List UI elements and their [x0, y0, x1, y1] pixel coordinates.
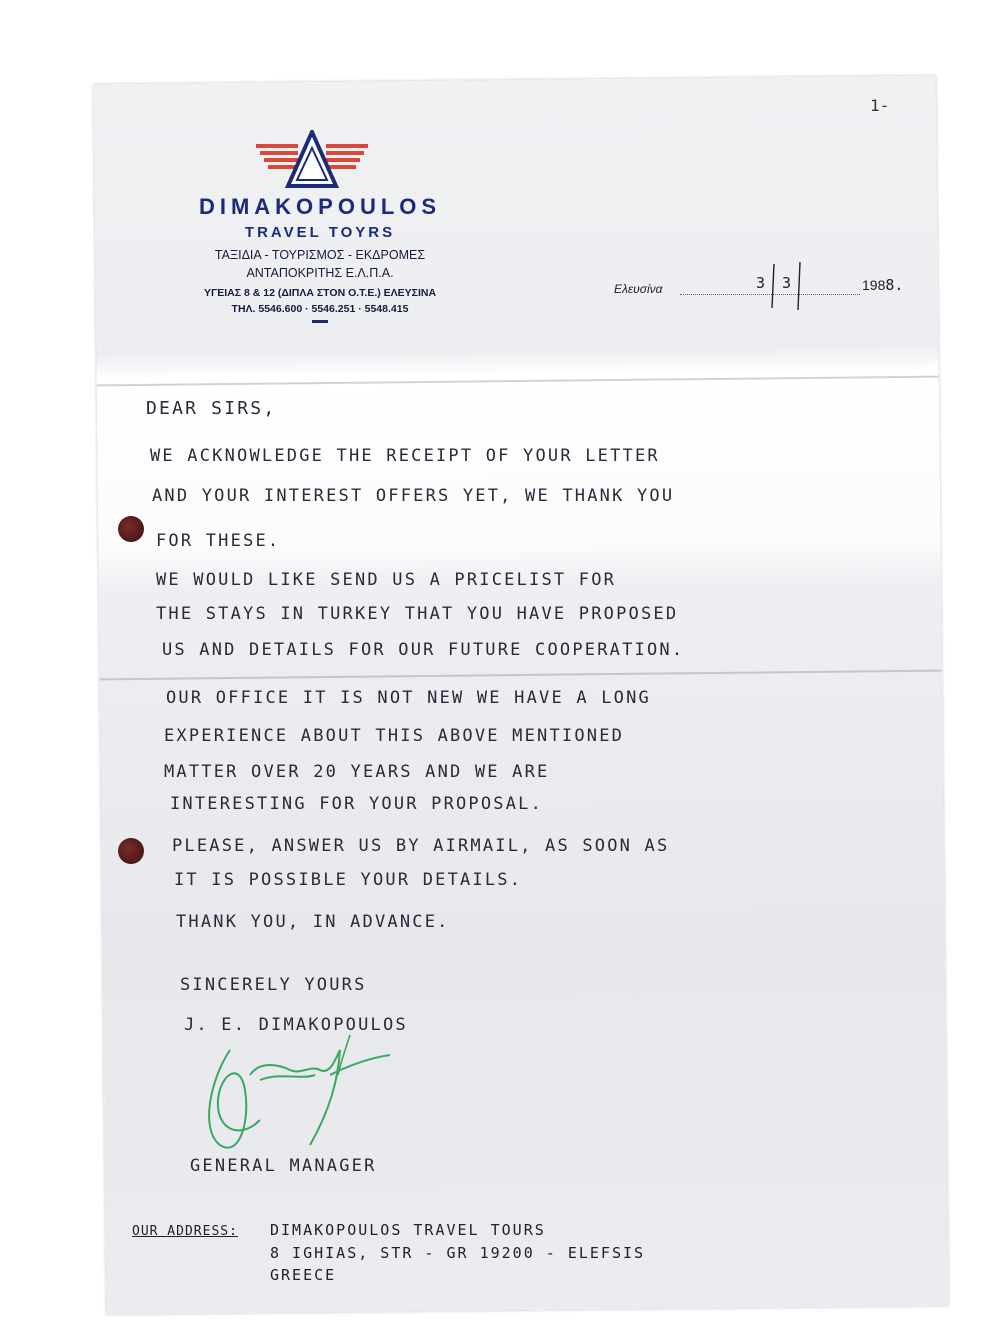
letter-line: PLEASE, ANSWER US BY AIRMAIL, AS SOON AS: [172, 836, 670, 856]
footer-address-label: OUR ADDRESS:: [132, 1224, 238, 1239]
letter-line: OUR OFFICE IT IS NOT NEW WE HAVE A LONG: [166, 688, 651, 708]
signatory-name: J. E. DIMAKOPOULOS: [184, 1015, 408, 1035]
letter-line: THE STAYS IN TURKEY THAT YOU HAVE PROPOSED: [156, 604, 679, 624]
closing: SINCERELY YOURS: [180, 975, 367, 995]
punch-hole-bottom: [118, 838, 144, 864]
letter-line: US AND DETAILS FOR OUR FUTURE COOPERATION.: [162, 640, 685, 660]
fold-line-middle: [100, 670, 942, 681]
letter-line: THANK YOU, IN ADVANCE.: [176, 912, 450, 932]
signatory-title: GENERAL MANAGER: [190, 1156, 377, 1176]
letterhead-phones: ΤΗΛ. 5546.600 · 5546.251 · 5548.415: [231, 303, 409, 315]
agency-logo-icon: [256, 130, 368, 190]
salutation: DEAR SIRS,: [146, 398, 277, 419]
letterhead-divider: [312, 320, 328, 323]
footer-address-line: DIMAKOPOULOS TRAVEL TOURS: [270, 1221, 546, 1239]
letter-line: AND YOUR INTEREST OFFERS YET, WE THANK YOU: [152, 486, 675, 506]
letter-line: EXPERIENCE ABOUT THIS ABOVE MENTIONED: [164, 726, 625, 746]
letterhead-services: ΤΑΞΙΔΙΑ - ΤΟΥΡΙΣΜΟΣ - ΕΚΔΡΟΜΕΣ: [214, 248, 426, 262]
footer-address-line: GREECE: [270, 1266, 337, 1284]
fold-line-top: [97, 376, 939, 387]
letterhead-brand: DIMAKOPOULOS: [198, 194, 442, 219]
letter-line: WE ACKNOWLEDGE THE RECEIPT OF YOUR LETTER: [150, 446, 660, 466]
date-place: Ελευσίνα: [614, 282, 663, 296]
letter-line: MATTER OVER 20 YEARS AND WE ARE: [164, 762, 550, 782]
letter-line: WE WOULD LIKE SEND US A PRICELIST FOR: [156, 570, 617, 590]
footer-address-line: 8 IGHIAS, STR - GR 19200 - ELEFSIS: [270, 1244, 646, 1262]
letter-line: IT IS POSSIBLE YOUR DETAILS.: [174, 870, 523, 890]
letterhead-address: ΥΓΕΙΑΣ 8 & 12 (ΔΙΠΛΑ ΣΤΟΝ Ο.Τ.Ε.) ΕΛΕΥΣΙΝΑ: [203, 287, 437, 299]
page-number: 1-: [870, 96, 890, 115]
letter-line: FOR THESE.: [156, 531, 281, 551]
letter-line: INTERESTING FOR YOUR PROPOSAL.: [170, 794, 544, 814]
letterhead-correspondent: ΑΝΤΑΠΟΚΡΙΤΗΣ Ε.Λ.Π.Α.: [246, 266, 394, 280]
date-day: 3: [756, 274, 766, 292]
handwritten-signature-icon: [190, 1020, 410, 1160]
letterhead-subtitle: TRAVEL TOYRS: [244, 224, 396, 241]
punch-hole-top: [118, 516, 144, 542]
date-month: 3: [782, 274, 792, 292]
date-slashes: [768, 262, 808, 312]
date-year: 1988.: [862, 276, 904, 294]
